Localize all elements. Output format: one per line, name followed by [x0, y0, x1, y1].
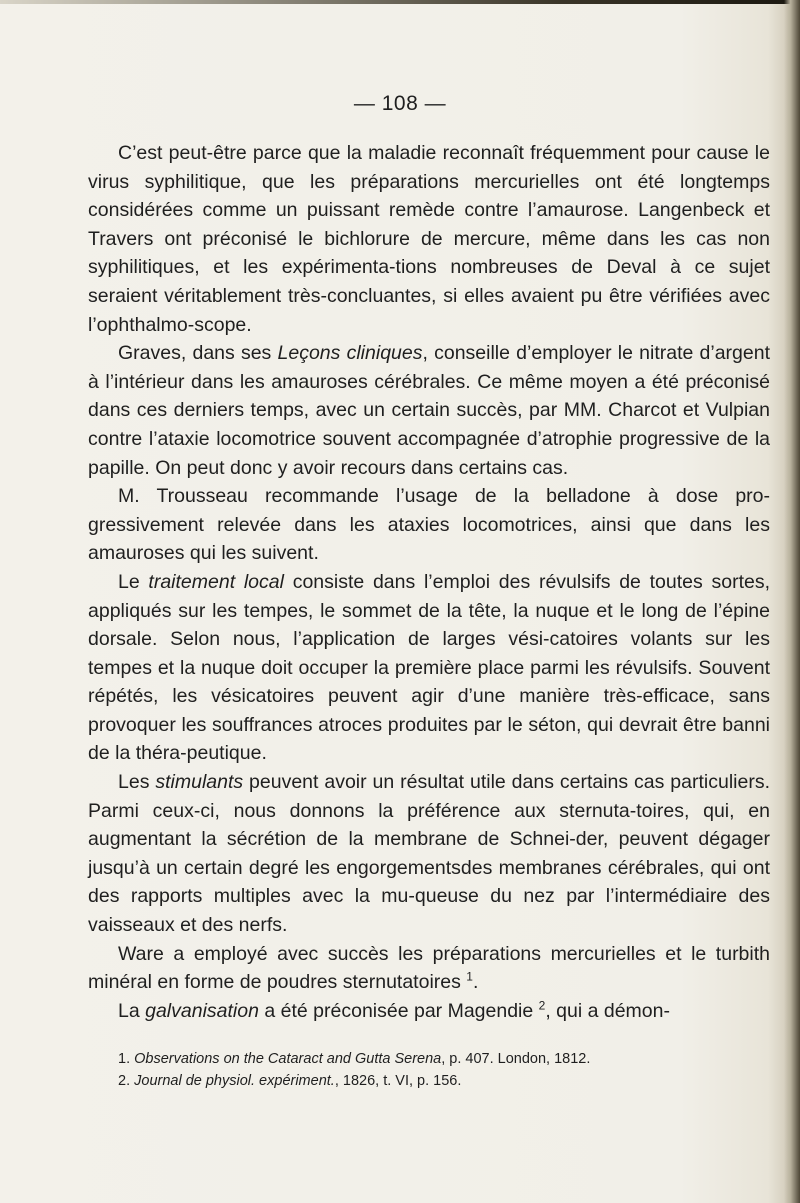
footnotes [88, 1048, 770, 1092]
footnote-ref: 2 [538, 998, 546, 1013]
footnote [88, 1070, 770, 1092]
top-edge-shadow [0, 0, 800, 4]
paragraph [88, 768, 770, 940]
text-run: . [472, 971, 479, 994]
italic-text: galvanisation [145, 999, 259, 1022]
text-run: Les [118, 771, 156, 794]
text-run: La [118, 999, 146, 1022]
text-run: , conseille d’employer le nitrate d’argent à l’intérieur dans les amauroses cérébrales. Ce même moyen a été préconisé dans ces derniers temps, avec un certain succès, par MM. Charcot et Vulpian contre l’ataxie locomotrice souvent accompagnée d’atrophie progressive de la papille. On peut donc y avoir recours dans certains cas. [88, 342, 771, 479]
text-run: 1. [118, 1051, 135, 1067]
footnote [88, 1048, 770, 1070]
text-run: M. Trousseau recommande l’usage de la belladone à dose pro-gressivement relevée dans les ataxies locomotrices, ainsi que dans les amauroses qui les suivent. [88, 485, 770, 565]
text-run: , 1826, t. VI, p. 156. [334, 1073, 462, 1089]
text-run: Graves, dans ses [118, 342, 278, 365]
text-run: Le [118, 570, 149, 593]
text-run: C’est peut-être parce que la maladie reconnaît fréquemment pour cause le virus syphilitique, que les préparations mercurielles ont été longtemps considérées comme un puissant remède contre l’amaurose. Langenbeck et Travers ont préconisé le bichlorure de mercure, même dans les cas non syphilitiques, et les expérimenta-tions nombreuses de Deval à ce sujet seraient véritablement très-concluantes, si elles avaient pu être vérifiées avec l’ophthalmo-scope. [88, 142, 770, 336]
paragraph [88, 139, 770, 339]
italic-text: Journal de physiol. expériment. [134, 1073, 335, 1089]
text-run: peuvent avoir un résultat utile dans certains cas particuliers. Parmi ceux-ci, nous donnons la préférence aux sternuta-toires, qui, en augmentant la sécrétion de la membrane de Schnei-der, peuvent dégager jusqu’à un certain degré les engorgementsdes membranes cérébrales, qui ont des rapports multiples avec la mu-queuse du nez par l’intermédiaire des vaisseaux et des nerfs. [88, 771, 771, 937]
paragraph [88, 940, 770, 997]
body-text [88, 139, 770, 1025]
italic-text: traitement local [148, 570, 284, 593]
text-run: a été préconisée par Magendie [258, 999, 539, 1022]
text-run: , p. 407. London, 1812. [441, 1051, 591, 1067]
italic-text: Leçons cliniques [277, 342, 423, 365]
paragraph [88, 997, 770, 1026]
paragraph [88, 482, 770, 568]
italic-text: stimulants [155, 771, 244, 794]
paragraph [88, 568, 770, 768]
page-number: — 108 — [353, 92, 447, 115]
text-run: , qui a démon- [545, 999, 670, 1022]
footnote-ref: 1 [466, 969, 473, 984]
text-run: 2. [118, 1073, 135, 1089]
text-run: Ware a employé avec succès les préparations mercurielles et le turbith minéral en forme de poudres sternutatoires [88, 942, 770, 994]
binding-edge-shadow [784, 0, 800, 1203]
paragraph [88, 339, 770, 482]
italic-text: Observations on the Cataract and Gutta Serena [134, 1051, 442, 1067]
text-run: consiste dans l’emploi des révulsifs de toutes sortes, appliqués sur les tempes, le sommet de la tête, la nuque et le long de l’épine dorsale. Selon nous, l’application de larges vési-catoires volants sur les tempes et la nuque doit occuper la première place parmi les révulsifs. Souvent répétés, les vésicatoires peuvent agir d’une manière très-efficace, sans provoquer les souffrances atroces produites par le séton, qui devrait être banni de la théra-peutique. [88, 570, 770, 765]
